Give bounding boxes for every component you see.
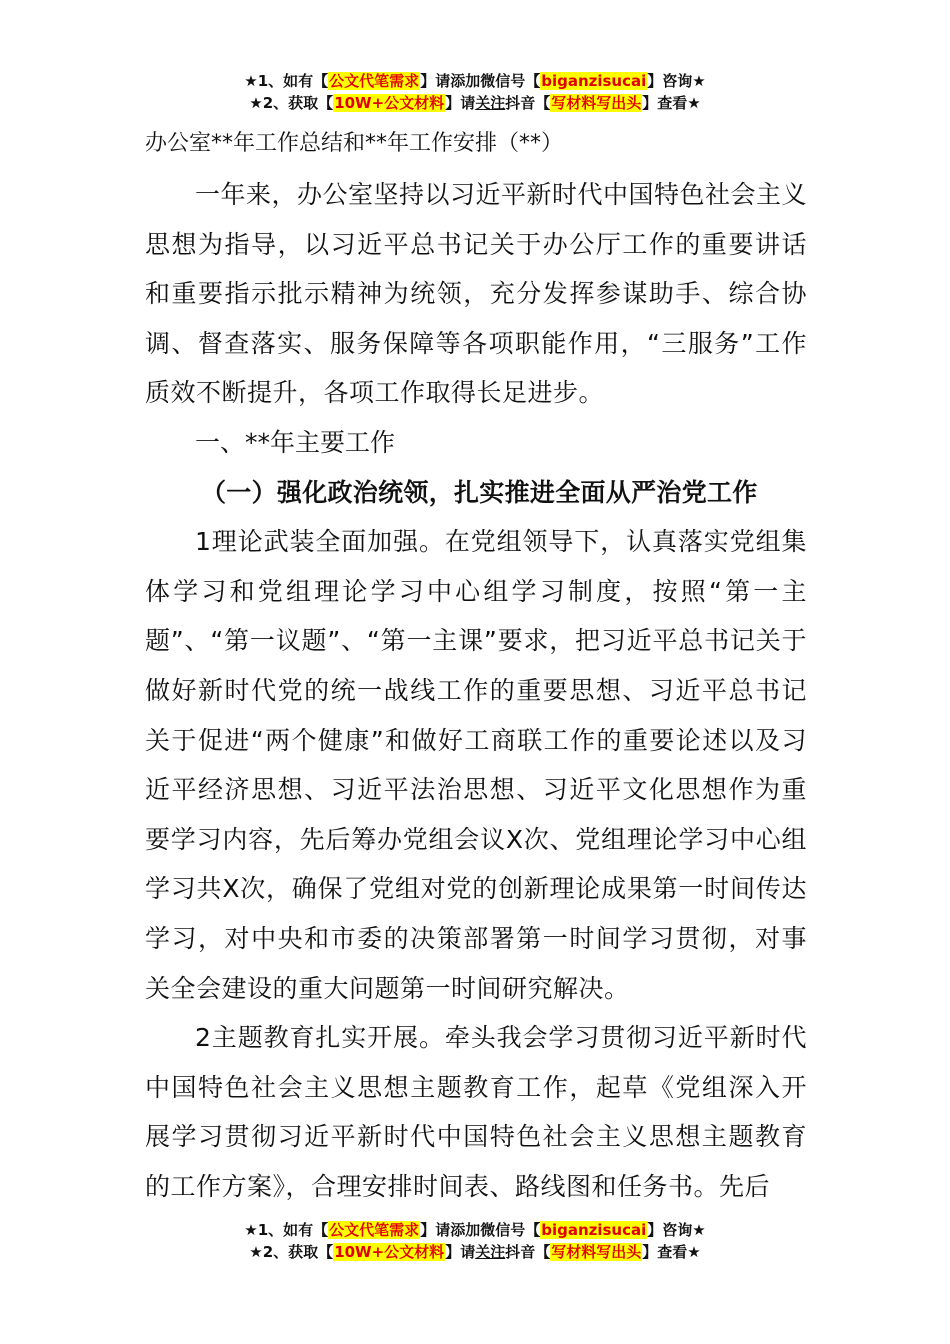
- document-title: 办公室**年工作总结和**年工作安排（**）: [145, 131, 564, 156]
- subsection-heading: （一）强化政治统领，扎实推进全面从严治党工作: [201, 477, 758, 507]
- intro-paragraph: 一年来，办公室坚持以习近平新时代中国特色社会主义思想为指导，以习近平总书记关于办公厅工作的重要讲话和重要指示批示精神为统领，充分发挥参谋助手、综合协调、督查落实、服务保障等各项职能作用，“三服务”工作质效不断提升，各项工作取得长足进步。: [145, 180, 808, 408]
- item-paragraph-2: 2主题教育扎实开展。牵头我会学习贯彻习近平新时代中国特色社会主义思想主题教育工作，起草《党组深入开展学习贯彻习近平新时代中国特色社会主义思想主题教育的工作方案》，合理安排时间表、路线图和任务书。先后: [145, 1023, 807, 1201]
- banner-line-1: [0, 1219, 950, 1241]
- banner-line-1: [0, 70, 950, 92]
- banner-text: 】请: [445, 1243, 476, 1261]
- banner-line-2: [0, 1241, 950, 1263]
- banner-highlight: biganzisucai: [541, 72, 647, 90]
- banner-highlight: 写材料写出头: [551, 94, 642, 112]
- banner-highlight: 10W+公文材料: [334, 94, 445, 112]
- banner-text: ★1、如有【: [244, 1221, 329, 1239]
- banner-underlined-text: 关注: [475, 1243, 506, 1261]
- banner-text: 】请: [445, 94, 476, 112]
- banner-highlight: 公文代笔需求: [329, 1221, 420, 1239]
- banner-text: 】查看★: [642, 1243, 701, 1261]
- banner-text: ★2、获取【: [249, 94, 334, 112]
- banner-text: 】请添加微信号【: [420, 72, 541, 90]
- banner-highlight: 公文代笔需求: [329, 72, 420, 90]
- banner-highlight: 写材料写出头: [551, 1243, 642, 1261]
- section-heading: 一、**年主要工作: [195, 427, 396, 457]
- banner-highlight: 10W+公文材料: [334, 1243, 445, 1261]
- item-paragraph-1: 1理论武装全面加强。在党组领导下，认真落实党组集体学习和党组理论学习中心组学习制度，按照“第一主题”、“第一议题”、“第一主课”要求，把习近平总书记关于做好新时代党的统一战线工作的重要思想、习近平总书记关于促进“两个健康”和做好工商联工作的重要论述以及习近平经济思想、习近平法治思想、习近平文化思想作为重要学习内容，先后筹办党组会议X次、党组理论学习中心组学习共X次，确保了党组对党的创新理论成果第一时间传达学习，对中央和市委的决策部署第一时间学习贯彻，对事关全会建设的重大问题第一时间研究解决。: [145, 527, 807, 1003]
- banner-text: ★1、如有【: [244, 72, 329, 90]
- banner-text: 抖音【: [505, 1243, 551, 1261]
- footer-banner: [0, 1219, 950, 1263]
- document-body: [145, 122, 807, 1211]
- banner-highlight: biganzisucai: [541, 1221, 647, 1239]
- banner-line-2: [0, 92, 950, 114]
- banner-text: 抖音【: [505, 94, 551, 112]
- banner-text: 】咨询★: [647, 72, 706, 90]
- banner-text: 】查看★: [642, 94, 701, 112]
- banner-underlined-text: 关注: [475, 94, 506, 112]
- banner-text: ★2、获取【: [249, 1243, 334, 1261]
- banner-text: 】请添加微信号【: [420, 1221, 541, 1239]
- banner-text: 】咨询★: [647, 1221, 706, 1239]
- header-banner: [0, 70, 950, 114]
